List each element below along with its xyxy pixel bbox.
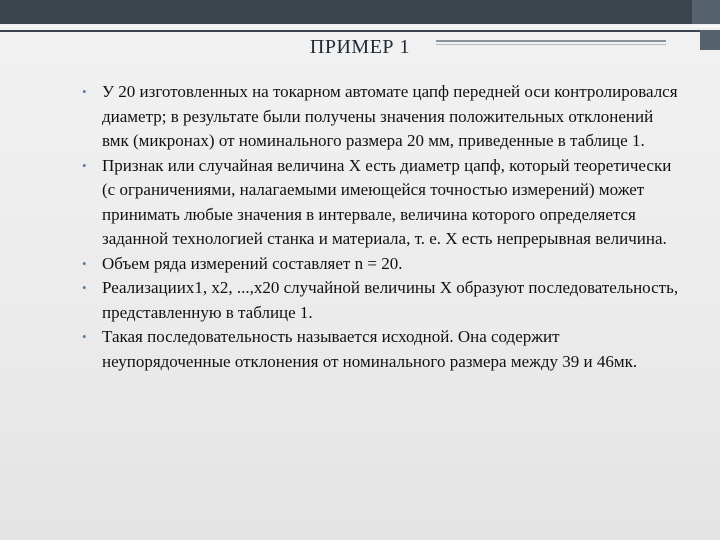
bullet-text: Реализациих1, x2, ...,x20 случайной величины X образуют последовательность, представленную в таблице 1. xyxy=(102,278,679,322)
header-rule-white xyxy=(0,26,720,27)
bullet-text: У 20 изготовленных на токарном автомате цапф передней оси контролировался диаметр; в результате были получены значения положительных отклонений вмк (микронах) от номинального размера 20 мм, приведенные в таблице 1. xyxy=(102,82,678,150)
bullet-item xyxy=(82,325,682,374)
bullet-text: Такая последовательность называется исходной. Она содержит неупорядоченные отклонения от номинального размера между 39 и 46мк. xyxy=(102,327,638,371)
bullet-icon: • xyxy=(82,84,87,99)
bullet-icon: • xyxy=(82,280,87,295)
bullet-icon: • xyxy=(82,255,87,271)
bullet-item xyxy=(82,80,682,154)
bullet-text: Признак или случайная величина X есть диаметр цапф, который теоретически (с ограничениями, налагаемыми имеющейся точностью измерений) может принимать любые значения в интервале, величина которого определяется заданной технологией станка и материала, т. е. X есть непрерывная величина. xyxy=(102,155,672,248)
bullet-item xyxy=(82,276,682,325)
bullet-item xyxy=(82,252,682,277)
bullet-item xyxy=(82,154,682,252)
header-bar xyxy=(0,0,720,24)
slide-title: ПРИМЕР 1 xyxy=(309,36,411,58)
bullet-icon: • xyxy=(82,157,87,173)
header-rule-dark-left xyxy=(0,30,720,32)
header-bar-accent xyxy=(692,0,720,24)
bullet-text: Объем ряда измерений составляет n = 20. xyxy=(102,253,403,273)
bullet-list xyxy=(82,80,682,374)
bullet-icon: • xyxy=(82,329,87,344)
